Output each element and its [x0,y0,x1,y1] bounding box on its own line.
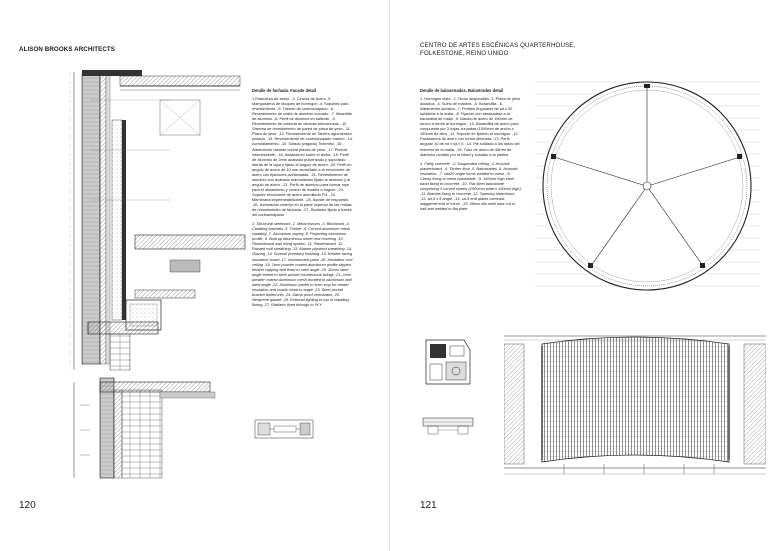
facade-caption-title: Detalle de fachada. Facade detail [252,88,317,93]
balustrade-elevation-drawing [504,324,766,484]
balustrade-caption-title: Detalle de balaustradas. Balustrades detail [420,88,504,93]
svg-text:·: · [210,177,211,181]
right-page [390,0,780,551]
key-plan-drawing [422,336,474,388]
balustrade-caption-english: 1. Fairly concrete. ,2. Suspended ceiling ,3. Acoustic plasterboard. ,4. Timber floor ,5. Balustrades ,6. Acoustic insulation. ,7. sdx20 angle forms welded to mesh. ,8. Clamp fixing to mesh balustrade. ,9. 150mm high steel band fixing to concrete. ,10. Flat steel balustrade comprising 3 curved sheets (1500mm wide x 150mm high). ,11. Bracket fixing to concrete ,12. Tapering stanchions. ,13. sd-5 x 5 angle. ,14. sd-5 end plates overcast, staggered end of mesh. ,15. 48mm dia steel tube cut in half and welded to flat plate [420,160,522,212]
right-running-head [420,42,575,57]
facade-caption-spanish: 1.Estructura de acero. ,2. Cercha de Acero ,3. Mampostería de bloques de hormigón ,4. Soportes para revestimiento. ,5. Tablero de contrachapado. ,6. Revestimiento de malla de aluminio curvado. ,7. Albardilla de aluminio. ,8. Perfil de aluminio en saliente. ,9. Revestimiento de cubierta de láminas bituminosas. ,10. Sistema de revestimiento de pared de placa de yeso. ,11. Placa de yeso. ,12. Revestimiento de Tablero aglomerado pintado. ,13. Revestimiento de contrachapado marino. ,14. Acristalamiento. ,15. Sótado (zagado) Tintemfol. ,16. Aislamiento rasante contra placas de yeso. ,17. Pintura intumescente. ,18. Aislamiento sobre el techo. ,19. Perfil de aluminio de 2mm acabado pulverizado y soportado detrás de la tapa y fijado al ángulo de acero. ,20. Perfil en ángulo de acero de 10 mm atornillado a la envolvente de acero con fijaciones avellanadas. ,21. Revestimiento de aluminio con acabado manualizado fijado al aluminio y al ángulo de acero. ,22. Perfil de aluminio para formar tope para el aislamiento y cordón de masilla a ángulo. ,23. Soporte envolvente de acero atornillado PU. ,24. Membrana impermeabilizante. ,25. Ayuste de respuesto. ,26. Iluminación exterior en la parte superior de las mallas de revestimiento de fachada. ,27. Radiador fijado a través del contrachapado [252,96,354,218]
balustrade-caption [420,88,522,215]
facade-caption-english: 1. Structural steelwork ,2. Metal trusses ,3. Blockwork ,4. Cladding brackets ,5. Timber ,6. Curved aluminium mesh cladding ,7. Aluminium coping ,8. Projecting aluminium profile ,9. Built up bituminous sheet roof covering ,10. Plasterboard wall lining system ,11. Plasterboard ,12. Painted mdf sheathing ,13. Marine plywood sheathing ,14. Glazing ,15. Soresol (tornado) finishing ,16. Render facing insulation board ,17. Intumescent paint ,18. Insulation over ceiling ,19. 2mm powder coated aluminium profile slipped behind capping and fixed to steel angle ,20. 10mm steel angle bolted to steel pocket countersunk fixings ,21. 2mm powder coated aluminium mesh bonded to aluminium and steel angle ,22. Aluminium profile to form stop for render insulation and mastic bead to angle ,23. Steel pocket bracket bolted into ,24. Damp proof membrane ,25. Neoprene gasket ,26. External lighting to top of cladding fluting ,27. Radiator fixed through to PLY [252,221,353,307]
balustrade-caption-spanish: 1. Hormigón visto. ,2. Techo suspendido ,3. Placa de yeso acústica. ,4. Suelo de madera. ,5. Barandilla. ,6. Aislamiento acústico ,7. Perfiles Angulares de sd x 20 soldados a la malla. ,8. Fijación con abrazadera a la barandilla de malla. ,9. Banda de acero de 150mm de ancho a frente al hormigón. ,10. Barandilla de acero para compuesta por 3 hojas curvadas (1500mm de ancho x 150mm de alto). ,11. Soporte de fijación al hormigón. ,12. Pasamanos de acero con forma alineada. ,13. Perfil angular 10 de sd x sd x 5. ,14. Pie soldado a los lados del extremo de la malla. ,15. Tubo de acero de 48mm de diámetro cortado por la mitad y soldado a la pletina [420,96,521,157]
left-running-head: ALISON BROOKS ARCHITECTS [19,46,116,53]
balustrade-plan-drawing [535,72,760,300]
right-page-number: 121 [420,500,437,511]
right-running-head-line2: FOLKESTONE, REINO UNIDO [420,49,509,57]
left-page-number: 120 [19,500,36,511]
floor-section-detail [422,414,474,438]
facade-section-drawing [60,60,250,480]
facade-plan-detail [254,418,314,440]
right-running-head-line1: CENTRO DE ARTES ESCÉNICAS QUARTERHOUSE, [420,42,576,49]
facade-caption [252,88,354,311]
